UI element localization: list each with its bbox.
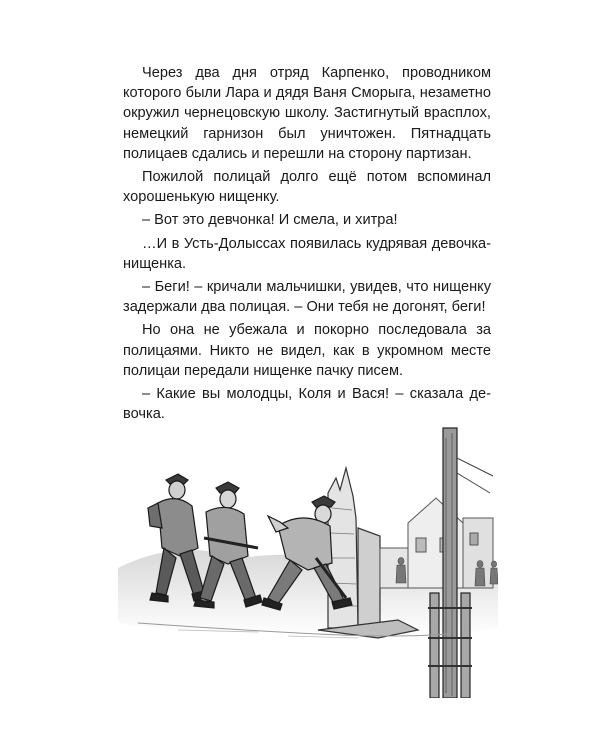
paragraph-5: – Беги! – кричали мальчишки, увидев, что нищенку задержали два полицая. – Они тебя не догонят, беги!: [123, 279, 491, 316]
paragraph-4: …И в Усть-Долыссах появилась кудрявая девочка-нищенка.: [123, 235, 491, 272]
partisans-illustration: [118, 398, 498, 698]
story-text: [123, 63, 491, 427]
paragraph-7: – Какие вы молодцы, Коля и Вася! – сказала девочка.: [123, 386, 491, 423]
paragraph-3: – Вот это девчонка! И смела, и хитра!: [142, 212, 398, 229]
paragraph-1: Через два дня отряд Карпенко, проводником которого были Лара и дядя Ваня Сморыга, незаметно окружил чернецовскую школу. Застигнутый врасплох, немецкий гарнизон был уничтожен. Пятнадцать полицаев сдались и перешли на сторону партизан.: [123, 65, 491, 162]
paragraph-6: Но она не убежала и покорно последовала за полицаями. Никто не видел, как в укромном месте полицаи передали нищенке пачку писем.: [123, 322, 491, 379]
paragraph-2: Пожилой полицай долго ещё потом вспоминал хорошенькую нищенку.: [123, 169, 491, 206]
